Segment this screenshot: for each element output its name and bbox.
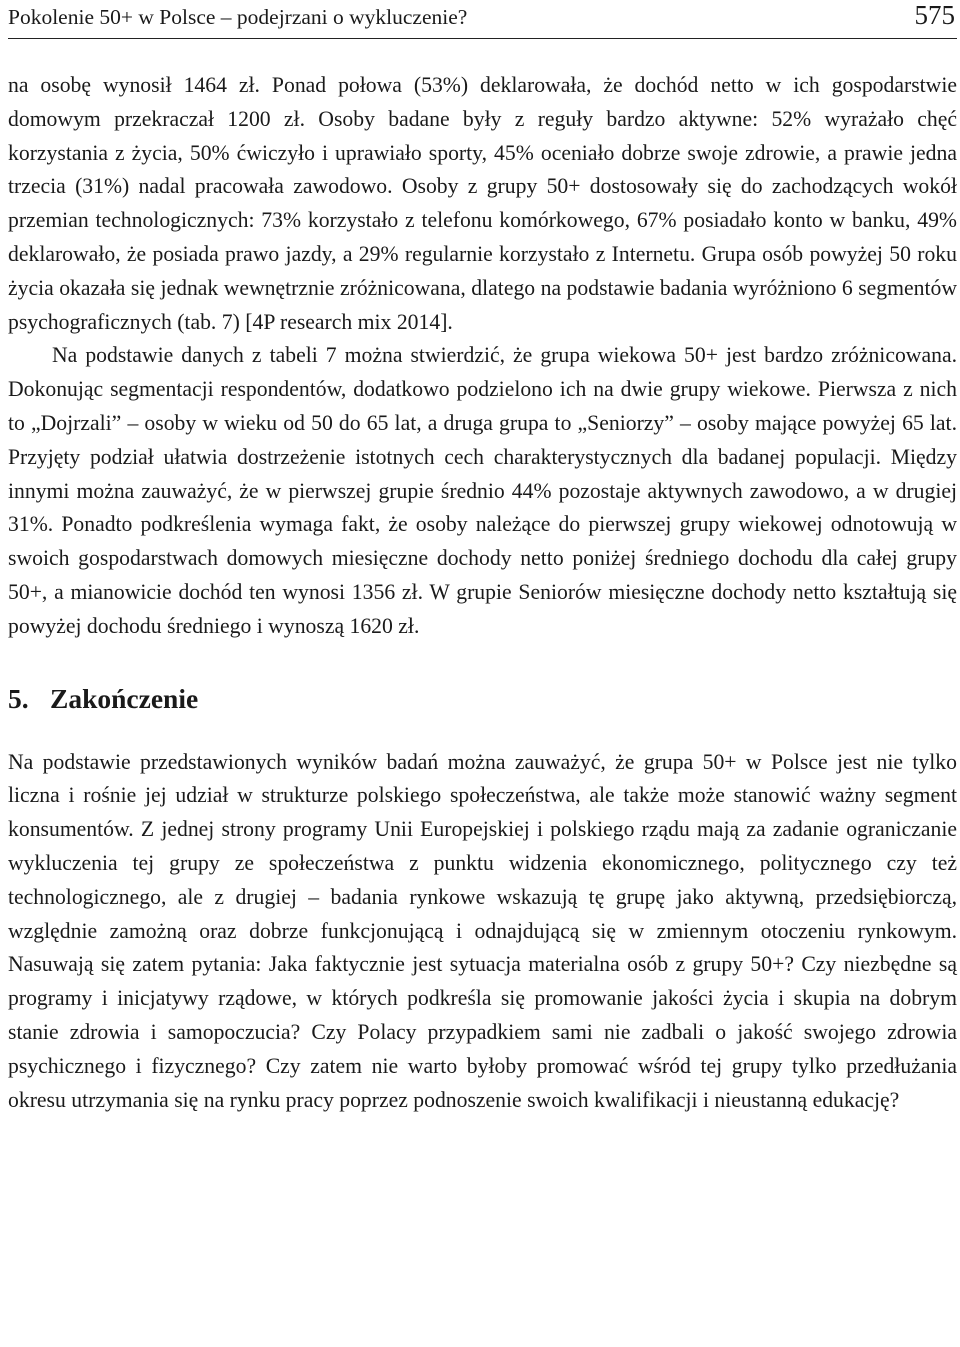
section-heading bbox=[8, 682, 957, 716]
running-title: Pokolenie 50+ w Polsce – podejrzani o wykluczenie? bbox=[8, 5, 468, 29]
body-paragraph-1: na osobę wynosił 1464 zł. Ponad połowa (53%) deklarowała, że dochód netto w ich gospodarstwie domowym przekraczał 1200 zł. Osoby badane były z reguły bardzo aktywne: 52% wyrażało chęć korzystania z życia, 50% ćwiczyło i uprawiało sporty, 45% oceniało dobrze swoje zdrowie, a prawie jedna trzecia (31%) nadal pracowała zawodowo. Osoby z grupy 50+ dostosowały się do zachodzących wokół przemian technologicznych: 73% korzystało z telefonu komórkowego, 67% posiadało konto w banku, 49% deklarowało, że posiada prawo jazdy, a 29% regularnie korzystało z Internetu. Grupa osób powyżej 50 roku życia okazała się jednak wewnętrznie zróżnicowana, dlatego na podstawie badania wyróżniono 6 segmentów psychograficznych (tab. 7) [4P research mix 2014]. bbox=[8, 73, 957, 334]
running-header bbox=[8, 0, 957, 39]
page-number: 575 bbox=[914, 0, 955, 30]
section-title: Zakończenie bbox=[50, 682, 199, 714]
body-paragraph-2: Na podstawie danych z tabeli 7 można stwierdzić, że grupa wiekowa 50+ jest bardzo zróżnicowana. Dokonując segmentacji respondentów, dodatkowo podzielono ich na dwie grupy wiekowe. Pierwsza z nich to „Dojrzali” – osoby w wieku od 50 do 65 lat, a druga grupa to „Seniorzy” – osoby mające powyżej 65 lat. Przyjęty podział ułatwia dostrzeżenie istotnych cech charakterystycznych dla badanej populacji. Między innymi można zauważyć, że w pierwszej grupie średnio 44% pozostaje aktywnych zawodowo, a w drugiej 31%. Ponadto podkreślenia wymaga fakt, że osoby należące do pierwszej grupy wiekowej odnotowują w swoich gospodarstwach domowych miesięczne dochody netto poniżej średniego dochodu dla całej grupy 50+, a mianowicie dochód ten wynosi 1356 zł. W grupie Seniorów miesięczne dochody netto kształtują się powyżej dochodu średniego i wynoszą 1620 zł. bbox=[8, 343, 957, 638]
closing-paragraph: Na podstawie przedstawionych wyników badań można zauważyć, że grupa 50+ w Polsce jest nie tylko liczna i rośnie jej udział w strukturze polskiego społeczeństwa, ale także może stanowić ważny segment konsumentów. Z jednej strony programy Unii Europejskiej i polskiego rządu mają za zadanie ograniczanie wykluczenia tej grupy ze społeczeństwa z punktu widzenia ekonomicznego, politycznego czy też technologicznego, ale z drugiej – badania rynkowe wskazują tę grupę jako aktywną, przedsiębiorczą, względnie zamożną oraz dobrze funkcjonującą i odnajdującą się w zmiennym otoczeniu rynkowym. Nasuwają się zatem pytania: Jaka faktycznie jest sytuacja materialna osób z grupy 50+? Czy niezbędne są programy i inicjatywy rządowe, w których podkreśla się promowanie jakości życia i skupia na dobrym stanie zdrowia i samopoczucia? Czy Polacy przypadkiem sami nie zadbali o jakość swojego zdrowia psychicznego i fizycznego? Czy zatem nie warto byłoby promować wśród tej grupy tylko przedłużania okresu utrzymania się na rynku pracy poprzez podnoszenie swoich kwalifikacji i nieustanną edukację? bbox=[8, 749, 957, 1112]
section-number: 5. bbox=[8, 682, 29, 714]
